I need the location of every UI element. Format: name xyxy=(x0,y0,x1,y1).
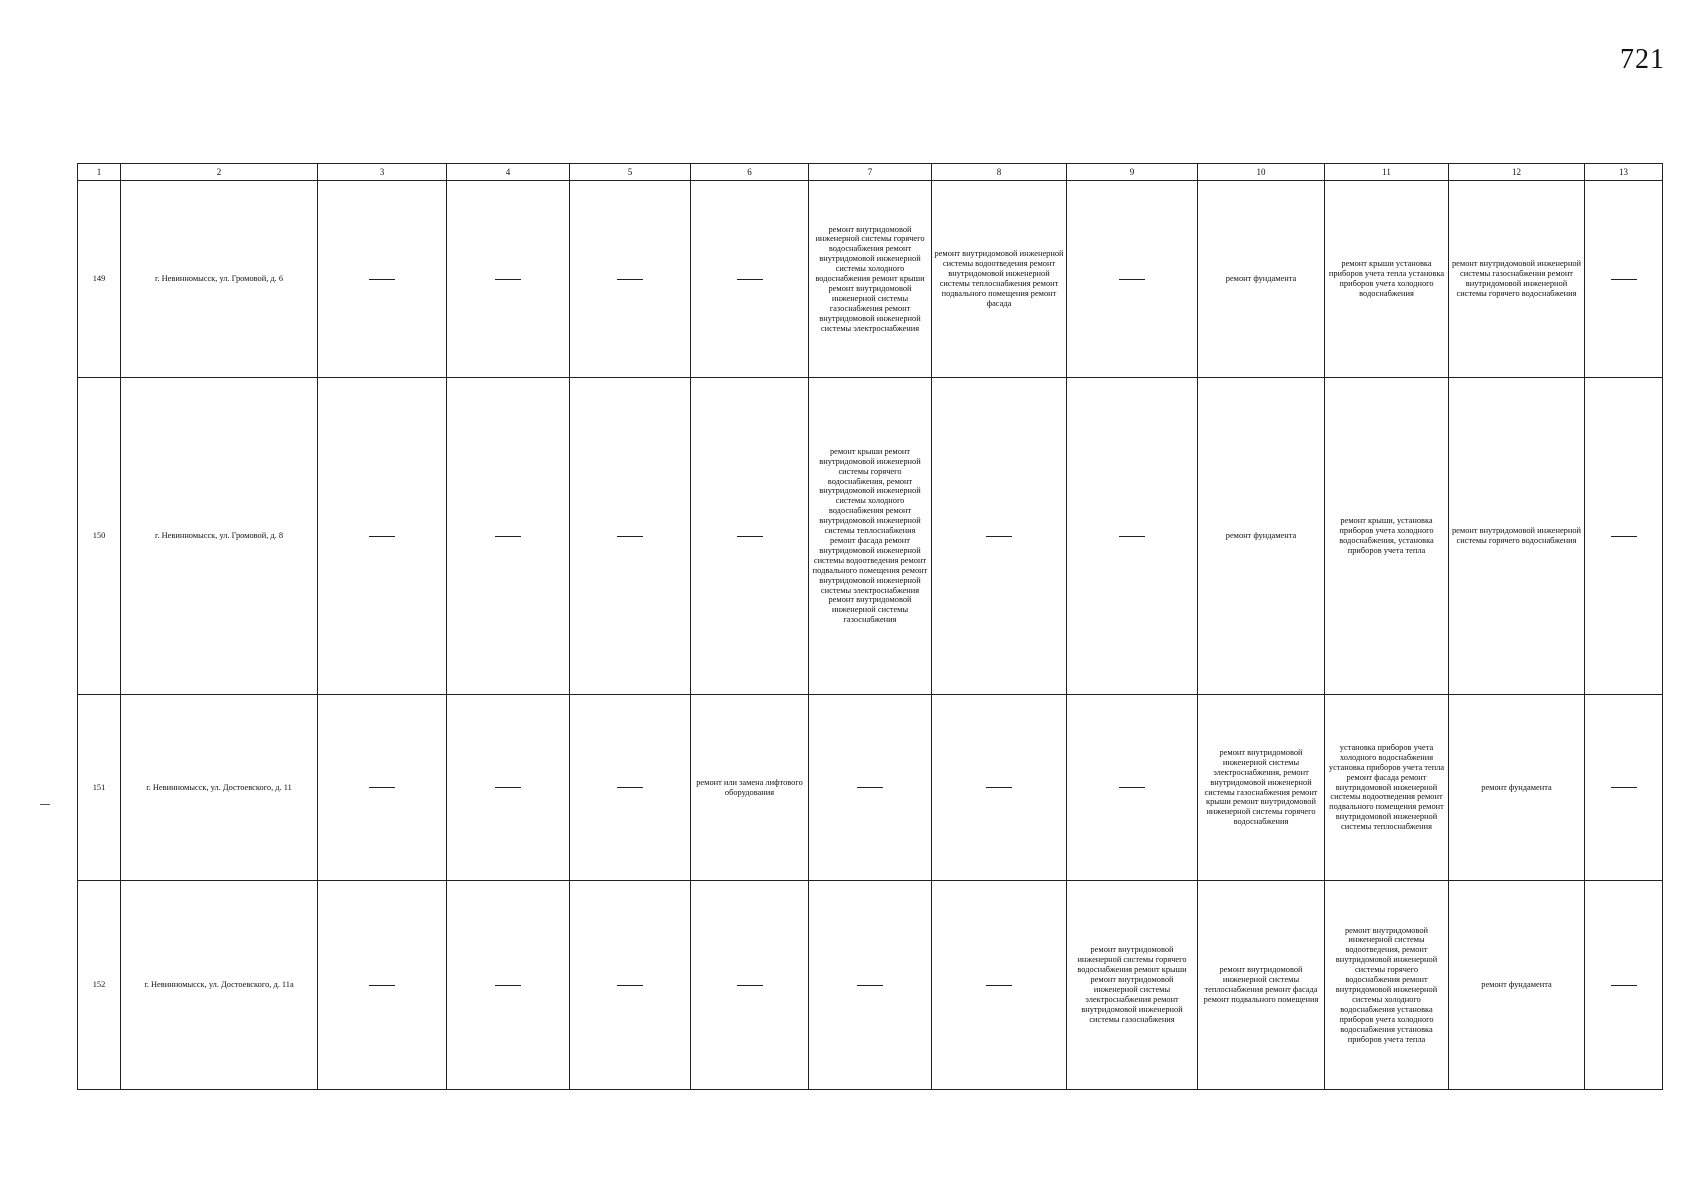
empty-cell xyxy=(570,695,691,881)
address-cell: г. Невинномысск, ул. Достоевского, д. 11 xyxy=(121,695,318,881)
work-cell: ремонт внутридомовой инженерной системы горячего водоснабжения xyxy=(1449,378,1585,695)
dash-mark xyxy=(1611,985,1637,986)
empty-cell xyxy=(1067,378,1198,695)
dash-mark xyxy=(495,787,521,788)
dash-mark xyxy=(1611,536,1637,537)
work-cell: ремонт крыши, установка приборов учета холодного водоснабжения, установка приборов учета тепла xyxy=(1325,378,1449,695)
dash-mark xyxy=(986,985,1012,986)
dash-mark xyxy=(1119,279,1145,280)
work-cell: ремонт фундамента xyxy=(1449,881,1585,1090)
dash-mark xyxy=(1119,536,1145,537)
dash-mark xyxy=(495,536,521,537)
work-cell: ремонт внутридомовой инженерной системы теплоснабжения ремонт фасада ремонт подвального помещения xyxy=(1198,881,1325,1090)
header-cell-10: 10 xyxy=(1198,164,1325,181)
header-cell-7: 7 xyxy=(809,164,932,181)
empty-cell xyxy=(318,181,447,378)
dash-mark xyxy=(1119,787,1145,788)
work-cell: ремонт фундамента xyxy=(1198,181,1325,378)
header-cell-8: 8 xyxy=(932,164,1067,181)
empty-cell xyxy=(809,695,932,881)
header-row xyxy=(78,164,1663,181)
empty-cell xyxy=(318,881,447,1090)
dash-mark xyxy=(737,536,763,537)
empty-cell xyxy=(1067,695,1198,881)
empty-cell xyxy=(570,378,691,695)
work-cell: ремонт внутридомовой инженерной системы водоотведения ремонт внутридомовой инженерной системы теплоснабжения ремонт подвального помещения ремонт фасада xyxy=(932,181,1067,378)
empty-cell xyxy=(447,378,570,695)
row-number: 150 xyxy=(78,378,121,695)
work-cell: ремонт фундамента xyxy=(1449,695,1585,881)
empty-cell xyxy=(691,881,809,1090)
empty-cell xyxy=(447,695,570,881)
empty-cell xyxy=(447,181,570,378)
empty-cell xyxy=(691,181,809,378)
header-cell-2: 2 xyxy=(121,164,318,181)
dash-mark xyxy=(617,787,643,788)
address-cell: г. Невинномысск, ул. Достоевского, д. 11а xyxy=(121,881,318,1090)
row-number: 149 xyxy=(78,181,121,378)
dash-mark xyxy=(986,787,1012,788)
work-cell: ремонт крыши ремонт внутридомовой инженерной системы горячего водоснабжения, ремонт внутридомовой инженерной системы холодного водоснабжения ремонт внутридомовой инженерной системы теплоснабжения ремонт фасада ремонт внутридомовой инженерной системы водоотведения ремонт подвального помещения ремонт внутридомовой инженерной системы электроснабжения ремонт внутридомовой инженерной системы газоснабжения xyxy=(809,378,932,695)
header-cell-11: 11 xyxy=(1325,164,1449,181)
dash-mark xyxy=(737,279,763,280)
address-cell: г. Невинномысск, ул. Громовой, д. 6 xyxy=(121,181,318,378)
empty-cell xyxy=(1585,378,1663,695)
header-cell-9: 9 xyxy=(1067,164,1198,181)
header-cell-1: 1 xyxy=(78,164,121,181)
work-cell: ремонт внутридомовой инженерной системы горячего водоснабжения ремонт крыши ремонт внутридомовой инженерной системы электроснабжения ремонт внутридомовой инженерной системы газоснабжения xyxy=(1067,881,1198,1090)
empty-cell xyxy=(1067,181,1198,378)
empty-cell xyxy=(570,881,691,1090)
work-cell: ремонт внутридомовой инженерной системы электроснабжения, ремонт внутридомовой инженерной системы газоснабжения ремонт крыши ремонт внутридомовой инженерной системы горячего водоснабжения xyxy=(1198,695,1325,881)
row-number: 152 xyxy=(78,881,121,1090)
dash-mark xyxy=(369,787,395,788)
row-number: 151 xyxy=(78,695,121,881)
empty-cell xyxy=(932,378,1067,695)
work-cell: ремонт внутридомовой инженерной системы газоснабжения ремонт внутридомовой инженерной системы горячего водоснабжения xyxy=(1449,181,1585,378)
empty-cell xyxy=(1585,695,1663,881)
work-cell: ремонт внутридомовой инженерной системы водоотведения, ремонт внутридомовой инженерной системы горячего водоснабжения ремонт внутридомовой инженерной системы холодного водоснабжения установка приборов учета холодного водоснабжения установка приборов учета тепла xyxy=(1325,881,1449,1090)
dash-mark xyxy=(369,985,395,986)
header-cell-5: 5 xyxy=(570,164,691,181)
dash-mark xyxy=(617,536,643,537)
page-number: 721 xyxy=(1620,44,1665,75)
table-row xyxy=(78,181,1663,378)
empty-cell xyxy=(932,695,1067,881)
table-row xyxy=(78,378,1663,695)
dash-mark xyxy=(495,985,521,986)
empty-cell xyxy=(570,181,691,378)
work-cell: ремонт крыши установка приборов учета тепла установка приборов учета холодного водоснабжения xyxy=(1325,181,1449,378)
dash-mark xyxy=(1611,787,1637,788)
dash-mark xyxy=(495,279,521,280)
header-cell-13: 13 xyxy=(1585,164,1663,181)
work-cell: установка приборов учета холодного водоснабжения установка приборов учета тепла ремонт фасада ремонт внутридомовой инженерной системы водоотведения ремонт подвального помещения ремонт внутридомовой инженерной системы теплоснабжения xyxy=(1325,695,1449,881)
dash-mark xyxy=(369,536,395,537)
header-cell-6: 6 xyxy=(691,164,809,181)
empty-cell xyxy=(447,881,570,1090)
empty-cell xyxy=(318,695,447,881)
dash-mark xyxy=(369,279,395,280)
empty-cell xyxy=(1585,181,1663,378)
dash-mark xyxy=(1611,279,1637,280)
empty-cell xyxy=(809,881,932,1090)
work-cell: ремонт или замена лифтового оборудования xyxy=(691,695,809,881)
table-row xyxy=(78,881,1663,1090)
dash-mark xyxy=(986,536,1012,537)
dash-mark xyxy=(617,985,643,986)
repair-schedule-table xyxy=(77,163,1663,1090)
table-row xyxy=(78,695,1663,881)
dash-mark xyxy=(857,787,883,788)
header-cell-12: 12 xyxy=(1449,164,1585,181)
header-cell-4: 4 xyxy=(447,164,570,181)
empty-cell xyxy=(932,881,1067,1090)
dash-mark xyxy=(857,985,883,986)
empty-cell xyxy=(691,378,809,695)
work-cell: ремонт фундамента xyxy=(1198,378,1325,695)
empty-cell xyxy=(318,378,447,695)
dash-mark xyxy=(617,279,643,280)
address-cell: г. Невинномысск, ул. Громовой, д. 8 xyxy=(121,378,318,695)
empty-cell xyxy=(1585,881,1663,1090)
work-cell: ремонт внутридомовой инженерной системы горячего водоснабжения ремонт внутридомовой инженерной системы холодного водоснабжения ремонт крыши ремонт внутридомовой инженерной системы газоснабжения ремонт внутридомовой инженерной системы электроснабжения xyxy=(809,181,932,378)
header-cell-3: 3 xyxy=(318,164,447,181)
dash-mark xyxy=(737,985,763,986)
margin-mark xyxy=(40,804,50,805)
